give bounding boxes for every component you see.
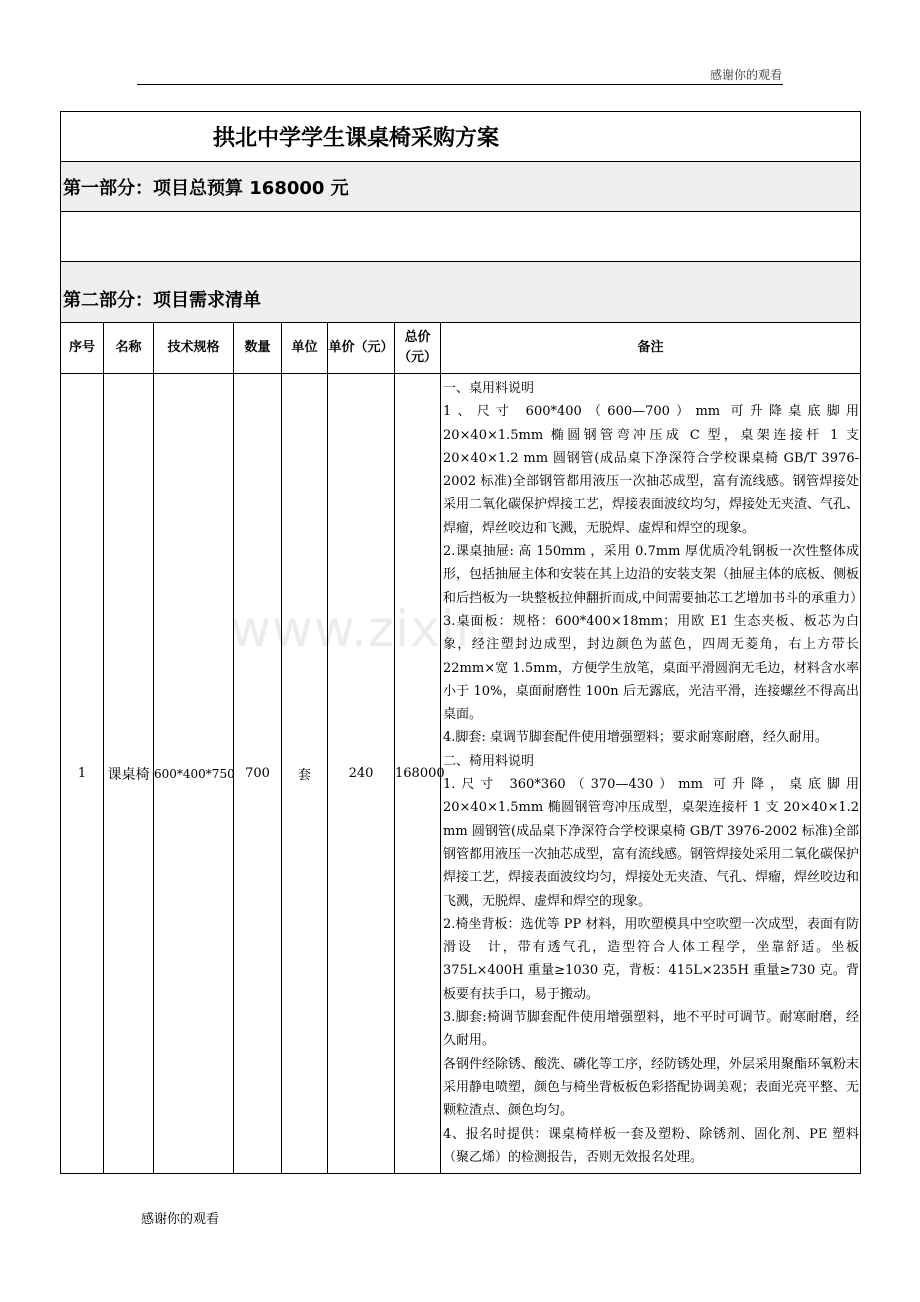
section-requirements: 第二部分：项目需求清单 [61,262,861,323]
watermark: www.zixin [230,600,489,658]
note-chair-seat: 2.椅坐背板：选优等 PP 材料，用吹塑模具中空吹塑一次成型，表面有防滑设 计，带有透气孔，造型符合人体工程学，坐靠舒适。坐板 375L×400H 重量≥1030 克，背板：415L×235H 重量≥730 克。背板要有扶手口，易于搬动。 [443,916,860,1002]
row-seq: 1 [61,374,104,1174]
header-seq: 序号 [61,323,104,374]
note-registration: 4、报名时提供：课桌椅样板一套及塑粉、除锈剂、固化剂、PE 塑料（聚乙烯）的检测报告，否则无效报名处理。 [443,1126,860,1165]
note-desk-feet: 4.脚套: 桌调节脚套配件使用增强塑料；要求耐寒耐磨，经久耐用。 [443,730,828,746]
blank-row [61,212,861,262]
note-desk-heading: 一、桌用料说明 [443,381,535,396]
row-spec: 600*400*750 [154,374,234,1174]
header-rule [137,84,783,85]
header-name: 名称 [104,323,154,374]
header-qty: 数量 [234,323,282,374]
header-unit-price: 单价（元） [328,323,395,374]
section-budget: 第一部分：项目总预算 168000 元 [61,162,861,212]
note-chair-feet: 3.脚套:椅调节脚套配件使用增强塑料，地不平时可调节。耐寒耐磨，经久耐用。 [443,1010,860,1049]
note-desk-drawer: 2.课桌抽屉: 高 150mm ，采用 0.7mm 厚优质冷轧钢板一次性整体成形，包括抽屉主体和安装在其上边沿的安装支架（抽屉主体的底板、侧板和后挡板为一块整板拉伸翻折而成,中间需要抽芯工艺增加书斗的承重力） [443,544,864,606]
row-unit-price: 240 [328,374,395,1174]
note-desk-top: 3.桌面板：规格：600*400×18mm；用欧 E1 生态夹板、板芯为白象，经注塑封边成型，封边颜色为蓝色，四周无菱角，右上方带长 22mm×宽 1.5mm，方便学生放笔，桌面平滑圆润无毛边，材料含水率小于 10%，桌面耐磨性 100n 后无露底，光洁平滑，连接螺丝不得高出桌面。 [443,613,860,723]
row-total: 168000 [395,374,441,1174]
row-unit: 套 [282,374,328,1174]
table-row [61,374,861,1174]
row-notes [441,374,864,1174]
header-unit: 单位 [282,323,328,374]
note-coating: 各钢件经除锈、酸洗、磷化等工序，经防锈处理，外层采用聚酯环氧粉末采用静电喷塑，颜色与椅坐背板板色彩搭配协调美观；表面光亮平整、无颗粒渣点、颜色均匀。 [443,1056,860,1119]
note-desk-size: 1、尺寸 600*400（600—700）mm 可升降桌底脚用 20×40×1.5mm 椭圆钢管弯冲压成 C 型，桌架连接杆 1 支 20×40×1.2 mm 圆钢管(成品桌下净深符合学校课桌椅 GB/T 3976-2002 标准)全部钢管都用液压一次抽芯成型，富有流线感。钢管焊接处采用二氧化碳保护焊接工艺，焊接表面波纹均匀，焊接处无夹渣、气孔、焊瘤，焊丝咬边和飞溅，无脱焊、虚焊和焊空的现象。 [443,404,860,536]
row-qty: 700 [234,374,282,1174]
note-chair-heading: 二、椅用料说明 [443,753,535,769]
page-footer-text: 感谢你的观看 [141,1212,220,1227]
document-title: 拱北中学学生课桌椅采购方案 [61,112,861,162]
table-header-row [61,323,861,374]
note-chair-size: 1.尺寸 360*360（370—430）mm 可升降，桌底脚用 20×40×1.5mm 椭圆钢管弯冲压成型，桌架连接杆 1 支 20×40×1.2 mm 圆钢管(成品桌下净深符合学校课桌椅 GB/T 3976-2002 标准)全部钢管都用液压一次抽芯成型，富有流线感。钢管焊接处采用二氧化碳保护焊接工艺，焊接表面波纹均匀，焊接处无夹渣、气孔、焊瘤，焊丝咬边和飞溅，无脱焊、虚焊和焊空的现象。 [443,777,860,909]
header-spec: 技术规格 [154,323,234,374]
row-name: 课桌椅 [104,374,154,1174]
header-total: 总价（元） [395,323,441,374]
procurement-table [60,111,864,1174]
header-note: 备注 [441,323,861,374]
page-header-text: 感谢你的观看 [709,68,782,82]
